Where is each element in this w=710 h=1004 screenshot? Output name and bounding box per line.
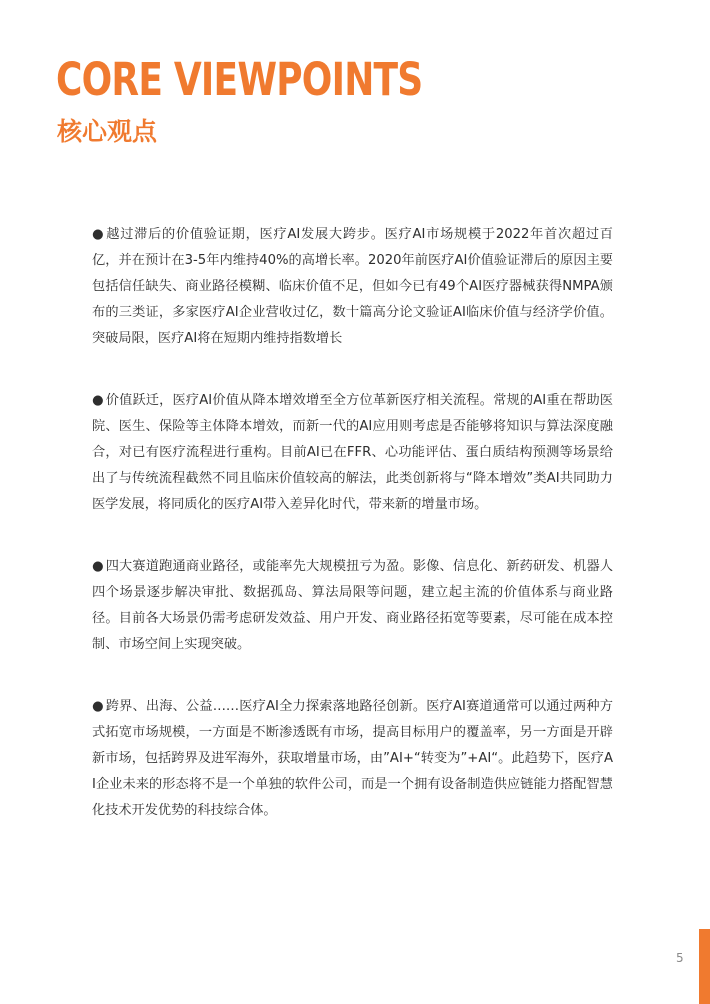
viewpoint-paragraph-4	[92, 694, 613, 824]
bullet-icon: ●	[92, 227, 105, 242]
viewpoint-paragraph-1	[92, 222, 613, 352]
core-viewpoints-list	[92, 222, 613, 860]
bullet-icon: ●	[92, 699, 104, 714]
viewpoint-text-1: 越过滞后的价值验证期，医疗AI发展大跨步。医疗AI市场规模于2022年首次超过百亿，并在预计在3-5年内维持40%的高增长率。2020年前医疗AI价值验证滞后的原因主要包括信任缺失、商业路径模糊、临床价值不足，但如今已有49个AI医疗器械获得NMPA颁布的三类证，多家医疗AI企业营收过亿，数十篇高分论文验证AI临床价值与经济学价值。突破局限，医疗AI将在短期内维持指数增长	[92, 227, 613, 346]
viewpoint-text-3: 四大赛道跑通商业路径，或能率先大规模扭亏为盈。影像、信息化、新药研发、机器人四个场景逐步解决审批、数据孤岛、算法局限等问题，建立起主流的价值体系与商业路径。目前各大场景仍需考虑研发效益、用户开发、商业路径拓宽等要素，尽可能在成本控制、市场空间上实现突破。	[92, 559, 614, 652]
page-title-english: CORE VIEWPOINTS	[56, 53, 423, 106]
viewpoint-paragraph-2	[92, 388, 613, 518]
page-number: 5	[676, 951, 684, 965]
viewpoint-text-2: 价值跃迁，医疗AI价值从降本增效增至全方位革新医疗相关流程。常规的AI重在帮助医院、医生、保险等主体降本增效，而新一代的AI应用则考虑是否能够将知识与算法深度融合，对已有医疗流程进行重构。目前AI已在FFR、心功能评估、蛋白质结构预测等场景给出了与传统流程截然不同且临床价值较高的解法，此类创新将与“降本增效”类AI共同助力医学发展，将同质化的医疗AI带入差异化时代，带来新的增量市场。	[92, 393, 613, 512]
viewpoint-paragraph-3	[92, 554, 613, 658]
page-title-chinese: 核心观点	[57, 117, 158, 146]
bullet-icon: ●	[92, 393, 104, 408]
bullet-icon: ●	[92, 559, 104, 574]
viewpoint-text-4: 跨界、出海、公益……医疗AI全力探索落地路径创新。医疗AI赛道通常可以通过两种方式拓宽市场规模，一方面是不断渗透既有市场，提高目标用户的覆盖率，另一方面是开辟新市场，包括跨界及进军海外，获取增量市场，由”AI+“转变为”+AI“。此趋势下，医疗AI企业未来的形态将不是一个单独的软件公司，而是一个拥有设备制造供应链能力搭配智慧化技术开发优势的科技综合体。	[92, 699, 613, 818]
orange-accent-bar	[699, 929, 710, 1004]
